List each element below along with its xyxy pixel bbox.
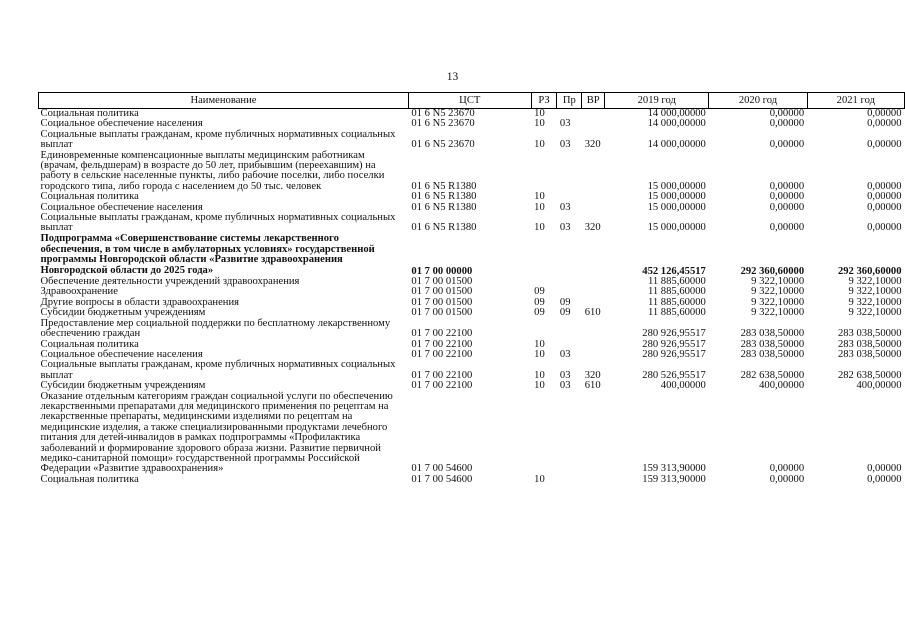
cell-name: Социальные выплаты гражданам, кроме публичных нормативных социальных выплат (40, 212, 396, 234)
cell-rz: 10 (534, 139, 545, 151)
header-2020: 2020 год (709, 93, 807, 109)
cell-name: Социальная политика (40, 191, 139, 203)
table-row (39, 475, 905, 485)
cell-pr (557, 319, 582, 340)
cell-pr (557, 277, 582, 287)
cell-cst: 01 7 00 01500 (411, 276, 473, 288)
cell-y2019: 15 000,00000 (647, 201, 706, 213)
cell-name: Единовременные компенсационные выплаты медицинским работникам (врачам, фельдшерам) в возрасте до 50 лет, прибывшим (переехавшим) на работу в сельские населенные пункты, либо рабочие поселки, либо поселки городского типа, либо города с населением до 50 тыс. человек (40, 149, 385, 192)
cell-cst: 01 7 00 22100 (411, 328, 473, 340)
budget-table (38, 92, 905, 485)
cell-rz: 10 (534, 473, 545, 485)
cell-y2020: 9 322,10000 (751, 276, 805, 288)
cell-vr (582, 234, 605, 277)
cell-vr (582, 119, 605, 129)
cell-rz: 10 (534, 348, 545, 360)
cell-y2020: 0,00000 (769, 108, 805, 119)
table-body (39, 109, 905, 486)
cell-vr: 320 (584, 222, 601, 234)
cell-y2019: 452 126,45517 (642, 265, 706, 277)
cell-name: Социальные выплаты гражданам, кроме публичных нормативных социальных выплат (40, 359, 396, 381)
cell-cst: 01 7 00 01500 (411, 296, 473, 308)
cell-cst: 01 6 N5 23670 (411, 139, 475, 151)
cell-name: Социальное обеспечение населения (40, 118, 203, 130)
cell-y2019: 11 885,60000 (647, 296, 706, 308)
cell-vr (582, 475, 605, 485)
cell-y2021: 9 322,10000 (848, 307, 902, 319)
cell-y2019: 15 000,00000 (647, 222, 706, 234)
cell-cst: 01 7 00 22100 (411, 380, 473, 392)
cell-pr: 03 (559, 201, 571, 213)
cell-pr: 03 (559, 222, 571, 234)
cell-vr (582, 151, 605, 193)
table-row (39, 234, 905, 277)
cell-name: Подпрограмма «Совершенствование системы лекарственного обеспечения, в том числе в амбулаторных условиях» государственной программы Новгородской области «Развитие здравоохранения Новгородской области до 2025 года» (40, 232, 375, 277)
cell-y2020: 400,00000 (759, 380, 805, 392)
cell-pr (557, 392, 582, 475)
table-row (39, 151, 905, 193)
cell-y2021: 0,00000 (867, 180, 902, 192)
header-rz: РЗ (531, 93, 557, 109)
cell-y2021: 283 038,50000 (837, 348, 902, 360)
cell-name: Оказание отдельным категориям граждан социальной услуги по обеспечению лекарственными препаратами для медицинского применения по рецептам на лекарственные препараты, медицинскими изделиями по рецептам на медицинские изделия, а также специализированными продуктами лечебного питания для детей-инвалидов в рамках подпрограммы «Профилактика заболеваний и формирование здорового образа жизни. Развитие первичной медико-санитарной помощи» государственной программы Российской Федерации «Развитие здравоохранения» (40, 390, 393, 475)
cell-y2021: 0,00000 (867, 139, 902, 151)
table-row (39, 213, 905, 234)
cell-rz: 10 (534, 338, 545, 350)
cell-pr: 03 (559, 348, 571, 360)
cell-pr (557, 151, 582, 193)
cell-rz: 10 (534, 118, 545, 130)
cell-y2020: 283 038,50000 (740, 348, 805, 360)
cell-rz (531, 151, 557, 193)
cell-rz (531, 234, 557, 277)
cell-y2021: 0,00000 (867, 108, 902, 119)
cell-pr: 03 (559, 369, 571, 381)
cell-y2021: 0,00000 (867, 463, 902, 475)
cell-cst: 01 7 00 22100 (411, 348, 473, 360)
cell-vr (582, 203, 605, 213)
cell-y2020: 0,00000 (769, 139, 805, 151)
cell-name: Субсидии бюджетным учреждениям (40, 380, 206, 392)
table-header-row (39, 93, 905, 109)
cell-y2021: 292 360,60000 (837, 265, 902, 277)
cell-y2020: 9 322,10000 (751, 307, 805, 319)
cell-name: Другие вопросы в области здравоохранения (40, 296, 239, 308)
table-row (39, 360, 905, 381)
cell-cst: 01 6 N5 R1380 (411, 191, 477, 203)
cell-rz: 10 (534, 369, 545, 381)
cell-cst: 01 7 00 01500 (411, 307, 473, 319)
cell-cst: 01 6 N5 R1380 (411, 222, 477, 234)
cell-vr (582, 287, 605, 297)
header-cst: ЦСТ (408, 93, 531, 109)
cell-y2019: 400,00000 (660, 380, 706, 392)
cell-cst: 01 7 00 54600 (411, 463, 473, 475)
cell-name: Здравоохранение (40, 286, 118, 298)
cell-y2019: 11 885,60000 (647, 276, 706, 288)
cell-vr (582, 350, 605, 360)
cell-name: Субсидии бюджетным учреждениям (40, 307, 206, 319)
cell-y2020: 292 360,60000 (740, 265, 805, 277)
cell-name: Социальное обеспечение населения (40, 348, 203, 360)
table-row (39, 392, 905, 475)
cell-vr (582, 319, 605, 340)
cell-pr: 09 (559, 296, 571, 308)
cell-y2019: 280 526,95517 (642, 369, 706, 381)
cell-vr (582, 340, 605, 350)
cell-y2020: 283 038,50000 (740, 338, 805, 350)
cell-y2021: 0,00000 (867, 222, 902, 234)
cell-name: Социальная политика (40, 473, 139, 485)
cell-rz (531, 392, 557, 475)
cell-y2019: 11 885,60000 (647, 307, 706, 319)
cell-pr: 03 (559, 139, 571, 151)
cell-y2019: 159 313,90000 (642, 473, 706, 485)
header-pr: Пр (557, 93, 582, 109)
cell-vr: 610 (584, 307, 601, 319)
cell-y2021: 282 638,50000 (837, 369, 902, 381)
cell-vr (582, 277, 605, 287)
cell-vr (582, 109, 605, 120)
cell-y2019: 159 313,90000 (642, 463, 706, 475)
cell-y2020: 9 322,10000 (751, 286, 805, 298)
cell-y2020: 0,00000 (769, 463, 805, 475)
cell-rz: 10 (534, 108, 545, 119)
cell-y2019: 14 000,00000 (647, 139, 706, 151)
cell-name: Социальные выплаты гражданам, кроме публичных нормативных социальных выплат (40, 128, 396, 151)
cell-cst: 01 7 00 54600 (411, 473, 473, 485)
cell-y2020: 0,00000 (769, 201, 805, 213)
cell-name: Обеспечение деятельности учреждений здравоохранения (40, 276, 300, 288)
cell-y2020: 0,00000 (769, 222, 805, 234)
cell-rz: 10 (534, 191, 545, 203)
cell-rz: 09 (534, 307, 545, 319)
cell-rz: 10 (534, 222, 545, 234)
cell-vr: 320 (584, 139, 601, 151)
cell-cst: 01 6 N5 R1380 (411, 201, 477, 213)
cell-rz (531, 319, 557, 340)
cell-cst: 01 6 N5 23670 (411, 118, 475, 130)
cell-y2019: 280 926,95517 (642, 328, 706, 340)
table-row (39, 319, 905, 340)
cell-cst: 01 7 00 22100 (411, 338, 473, 350)
cell-y2019: 280 926,95517 (642, 348, 706, 360)
header-vr: ВР (582, 93, 605, 109)
cell-y2020: 0,00000 (769, 180, 805, 192)
header-2021: 2021 год (807, 93, 904, 109)
cell-rz: 09 (534, 296, 545, 308)
cell-cst: 01 7 00 01500 (411, 286, 473, 298)
cell-cst: 01 6 N5 R1380 (411, 180, 477, 192)
cell-name: Социальная политика (40, 108, 139, 119)
table-row (39, 381, 905, 391)
cell-pr: 03 (559, 380, 571, 392)
cell-y2021: 400,00000 (856, 380, 902, 392)
cell-y2021: 283 038,50000 (837, 328, 902, 340)
cell-y2021: 9 322,10000 (848, 276, 902, 288)
cell-y2019: 11 885,60000 (647, 286, 706, 298)
cell-y2019: 14 000,00000 (647, 108, 706, 119)
cell-y2020: 282 638,50000 (740, 369, 805, 381)
page-number: 13 (446, 71, 459, 83)
cell-y2021: 0,00000 (867, 201, 902, 213)
cell-y2020: 0,00000 (769, 118, 805, 130)
header-2019: 2019 год (605, 93, 709, 109)
cell-vr (582, 392, 605, 475)
cell-name: Социальное обеспечение населения (40, 201, 203, 213)
cell-vr (582, 192, 605, 202)
cell-cst: 01 7 00 22100 (411, 369, 473, 381)
cell-y2021: 0,00000 (867, 118, 902, 130)
cell-y2019: 280 926,95517 (642, 338, 706, 350)
cell-y2020: 283 038,50000 (740, 328, 805, 340)
cell-cst: 01 6 N5 23670 (411, 108, 475, 119)
cell-pr (557, 234, 582, 277)
cell-y2021: 283 038,50000 (837, 338, 902, 350)
cell-name: Предоставление мер социальной поддержки по бесплатному лекарственному обеспечению граждан (40, 317, 391, 340)
cell-y2020: 0,00000 (769, 191, 805, 203)
header-name: Наименование (39, 93, 409, 109)
cell-y2019: 14 000,00000 (647, 118, 706, 130)
cell-y2019: 15 000,00000 (647, 180, 706, 192)
cell-y2021: 0,00000 (867, 473, 902, 485)
cell-rz: 10 (534, 380, 545, 392)
cell-y2021: 9 322,10000 (848, 286, 902, 298)
cell-y2019: 15 000,00000 (647, 191, 706, 203)
cell-y2021: 9 322,10000 (848, 296, 902, 308)
cell-pr: 09 (559, 307, 571, 319)
cell-y2020: 9 322,10000 (751, 296, 805, 308)
cell-y2021: 0,00000 (867, 191, 902, 203)
cell-y2020: 0,00000 (769, 473, 805, 485)
cell-name: Социальная политика (40, 338, 139, 350)
cell-cst: 01 7 00 00000 (411, 265, 473, 277)
table-row (39, 130, 905, 151)
cell-rz: 09 (534, 286, 545, 298)
cell-vr: 610 (584, 380, 601, 392)
cell-vr: 320 (584, 369, 601, 381)
cell-rz: 10 (534, 201, 545, 213)
cell-pr (557, 475, 582, 485)
cell-pr: 03 (559, 118, 571, 130)
